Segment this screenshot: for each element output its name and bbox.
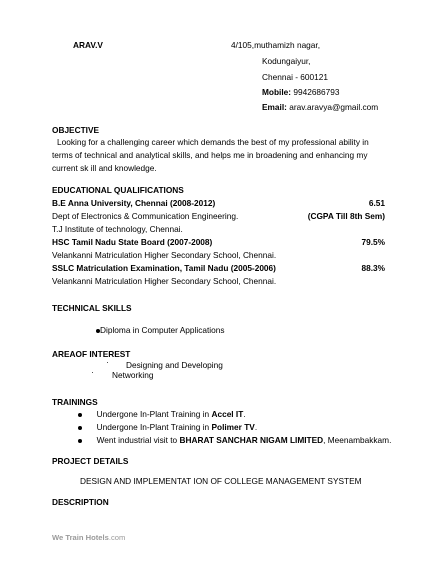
hsc-school: Velankanni Matriculation Higher Secondary School, Chennai.: [52, 250, 277, 260]
watermark-logo: [52, 533, 125, 542]
interest-marker-1: ·: [106, 357, 109, 367]
address-line-1: 4/105,muthamizh nagar,: [231, 40, 321, 50]
interest-item-1: Designing and Developing: [126, 360, 223, 370]
objective-heading: OBJECTIVE: [52, 125, 100, 135]
training-company: BHARAT SANCHAR NIGAM LIMITED: [179, 435, 324, 445]
training-suffix: , Meenambakkam.: [323, 435, 392, 445]
interest-heading: AREAOF INTEREST: [52, 349, 131, 359]
sslc-score: 88.3%: [361, 263, 385, 273]
description-heading: DESCRIPTION: [52, 497, 109, 507]
technical-skill-text: Diploma in Computer Applications: [100, 325, 225, 335]
project-title: DESIGN AND IMPLEMENTAT ION OF COLLEGE MANAGEMENT SYSTEM: [80, 476, 362, 486]
bullet-icon: [78, 439, 82, 443]
be-title: B.E Anna University, Chennai (2008-2012): [52, 198, 216, 208]
mobile-label: Mobile:: [262, 87, 292, 97]
project-heading: PROJECT DETAILS: [52, 456, 129, 466]
training-item: [78, 409, 246, 419]
hsc-score: 79.5%: [361, 237, 385, 247]
address-line-3: Chennai - 600121: [262, 72, 328, 82]
watermark-domain: .com: [108, 533, 126, 542]
technical-skills-heading: TECHNICAL SKILLS: [52, 303, 132, 313]
be-score: 6.51: [368, 198, 385, 208]
sslc-school: Velankanni Matriculation Higher Secondary School, Chennai.: [52, 276, 277, 286]
interest-item-2: Networking: [112, 370, 154, 380]
bullet-icon: [78, 426, 82, 430]
training-company: Polimer TV: [211, 422, 255, 432]
watermark-brand: We Train Hotels: [52, 533, 109, 542]
training-suffix: .: [243, 409, 246, 419]
objective-text: Looking for a challenging career which demands the best of my professional ability in terms of technical and analytical skills, and helps me in broadening and enhancing my current sk ill and knowledge.: [52, 137, 369, 173]
email-label: Email:: [262, 102, 287, 112]
candidate-name: ARAV.V: [73, 40, 103, 50]
technical-skill-item: [96, 325, 225, 335]
address-line-2: Kodungaiyur,: [262, 56, 311, 66]
sslc-title: SSLC Matriculation Examination, Tamil Nadu (2005-2006): [52, 263, 276, 273]
be-department: Dept of Electronics & Communication Engineering.: [52, 211, 239, 221]
training-item: [78, 422, 257, 432]
email-line: [262, 102, 378, 112]
training-item: [78, 435, 391, 445]
interest-marker-2: ·: [91, 367, 94, 377]
training-suffix: .: [254, 422, 258, 432]
training-text: Went industrial visit to: [96, 435, 180, 445]
be-institute: T.J Institute of technology, Chennai.: [52, 224, 183, 234]
hsc-title: HSC Tamil Nadu State Board (2007-2008): [52, 237, 213, 247]
mobile-number: 9942686793: [293, 87, 340, 97]
email-address: arav.aravya@gmail.com: [289, 102, 379, 112]
bullet-icon: [78, 413, 82, 417]
education-heading: EDUCATIONAL QUALIFICATIONS: [52, 185, 184, 195]
be-cgpa-note: (CGPA Till 8th Sem): [307, 211, 385, 221]
training-text: Undergone In-Plant Training in: [96, 422, 212, 432]
training-company: Accel IT: [211, 409, 244, 419]
training-text: Undergone In-Plant Training in: [96, 409, 212, 419]
trainings-heading: TRAININGS: [52, 397, 98, 407]
mobile-line: [262, 87, 340, 97]
